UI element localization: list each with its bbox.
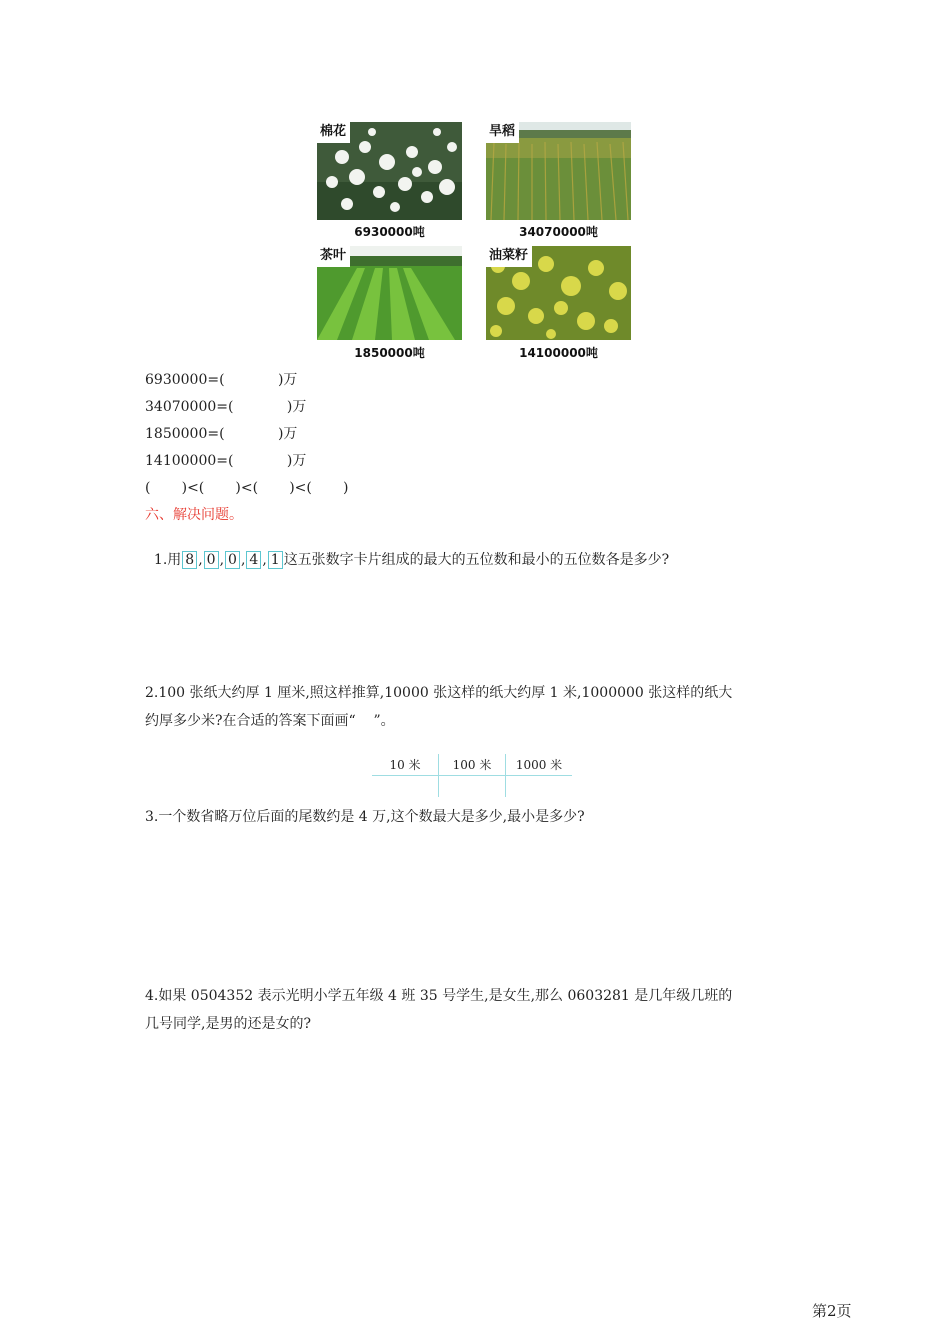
answer-cell[interactable] [439, 776, 506, 798]
digit-card: 8 [182, 551, 197, 569]
question-2-line-2: 约厚多少米?在合适的答案下面画“ ”。 [145, 713, 395, 729]
answer-options-table [372, 754, 572, 797]
page-number: 第2页 [812, 1302, 852, 1320]
conversion-3: 1850000=( )万 [145, 426, 298, 442]
q1-suffix: 这五张数字卡片组成的最大的五位数和最小的五位数各是多少? [283, 552, 670, 568]
option-1000m: 1000 米 [506, 754, 573, 776]
conversion-1: 6930000=( )万 [145, 372, 298, 388]
rapeseed-label: 油菜籽 [486, 246, 532, 267]
rapeseed-amount: 14100000吨 [519, 346, 598, 360]
digit-card: 0 [204, 551, 219, 569]
rice-amount: 34070000吨 [519, 225, 598, 239]
question-4-line-2: 几号同学,是男的还是女的? [145, 1016, 311, 1032]
separator: , [240, 552, 246, 568]
separator: , [262, 552, 267, 568]
cotton-amount: 6930000吨 [354, 225, 425, 239]
question-4-line-1: 4.如果 0504352 表示光明小学五年级 4 班 35 号学生,是女生,那么 0603281 是几年级几班的 [145, 988, 733, 1004]
rice-label: 旱稻 [486, 122, 519, 143]
digit-card: 0 [225, 551, 240, 569]
option-10m: 10 米 [372, 754, 439, 776]
q1-prefix: 1.用 [153, 552, 182, 568]
digit-card: 1 [268, 551, 283, 569]
answer-cell[interactable] [372, 776, 439, 798]
ordering-blanks: ( )<( )<( )<( ) [145, 480, 349, 496]
question-1 [145, 533, 669, 569]
cotton-label: 棉花 [317, 122, 350, 143]
rice-photo [486, 122, 631, 220]
question-2-line-1: 2.100 张纸大约厚 1 厘米,照这样推算,10000 张这样的纸大约厚 1 米,1000000 张这样的纸大 [145, 685, 733, 701]
conversion-4: 14100000=( )万 [145, 453, 307, 469]
digit-card: 4 [246, 551, 261, 569]
separator: , [219, 552, 225, 568]
section-title: 六、解决问题。 [145, 507, 243, 523]
tea-label: 茶叶 [317, 246, 350, 267]
answer-cell[interactable] [506, 776, 573, 798]
option-100m: 100 米 [439, 754, 506, 776]
tea-amount: 1850000吨 [354, 346, 425, 360]
conversion-2: 34070000=( )万 [145, 399, 307, 415]
separator: , [198, 552, 203, 568]
cotton-photo [317, 122, 462, 220]
tea-photo [317, 246, 462, 344]
question-3: 3.一个数省略万位后面的尾数约是 4 万,这个数最大是多少,最小是多少? [145, 809, 585, 825]
rapeseed-photo [486, 246, 631, 344]
